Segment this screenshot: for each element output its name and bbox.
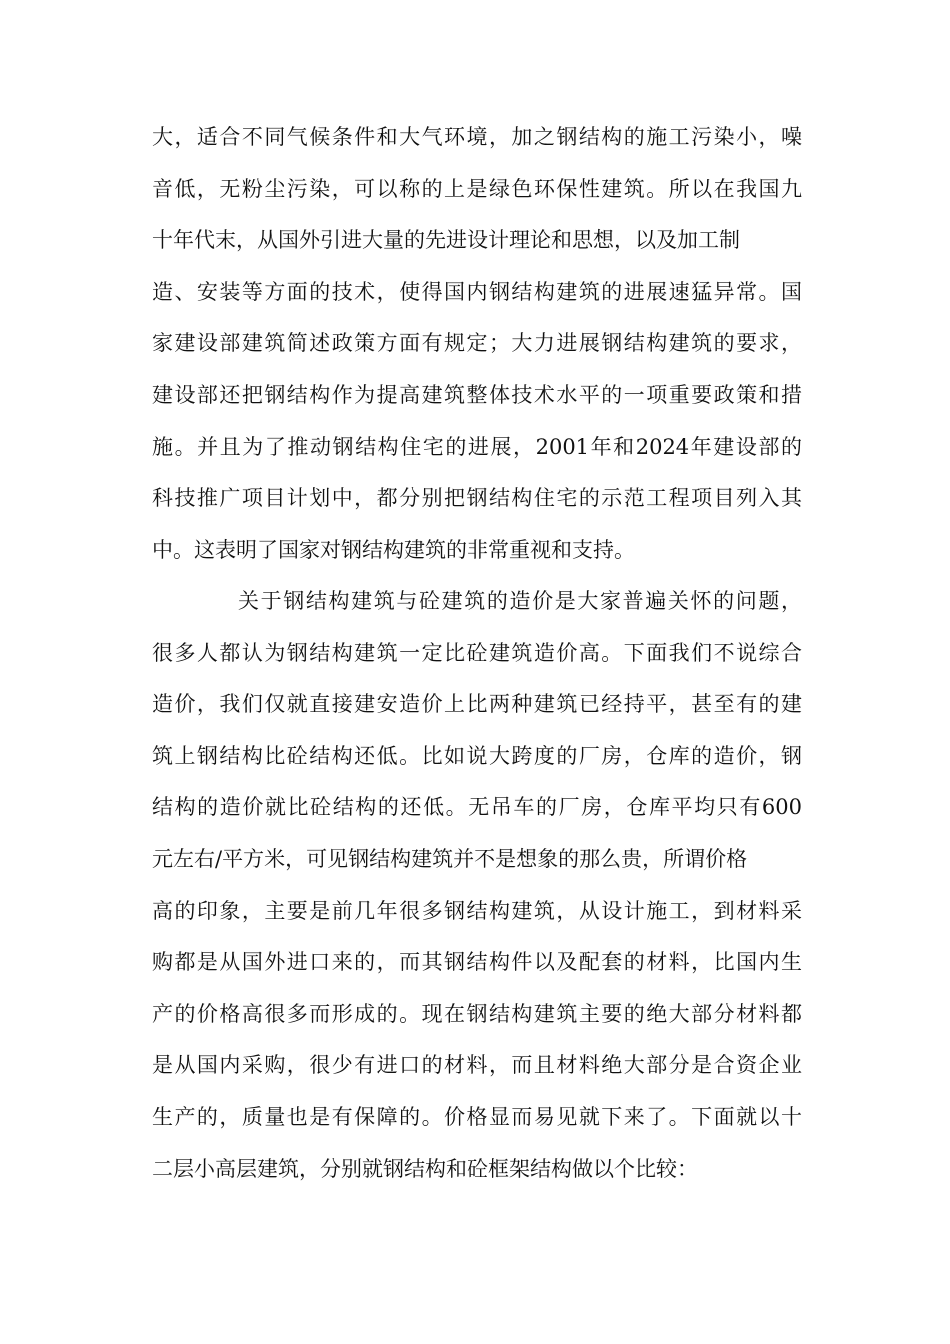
text-line: 音低，无粉尘污染，可以称的上是绿色环保性建筑。所以在我国九 (152, 176, 802, 201)
text-line: 高的印象，主要是前几年很多钢结构建筑，从设计施工，到材料采 (152, 898, 802, 923)
text-line: 购都是从国外进口来的，而其钢结构件以及配套的材料，比国内生 (152, 950, 802, 975)
text-line: 造价，我们仅就直接建安造价上比两种建筑已经持平，甚至有的建 (152, 692, 802, 717)
text-line: 十年代末，从国外引进大量的先进设计理论和思想，以及加工制 (152, 228, 740, 253)
text-line: 产的价格高很多而形成的。现在钢结构建筑主要的绝大部分材料都 (152, 1001, 802, 1026)
text-line: 造、安装等方面的技术，使得国内钢结构建筑的进展速猛异常。国 (152, 279, 802, 304)
text-line: 二层小高层建筑，分别就钢结构和砼框架结构做以个比较： (152, 1156, 698, 1181)
text-line: 大，适合不同气候条件和大气环境，加之钢结构的施工污染小，噪 (152, 125, 802, 149)
text-line: 是从国内采购，很少有进口的材料，而且材料绝大部分是合资企业 (152, 1053, 802, 1078)
paragraph-1 (152, 112, 802, 576)
text-line: 科技推广项目计划中，都分别把钢结构住宅的示范工程项目列入其 (152, 486, 802, 511)
text-line: 中。这表明了国家对钢结构建筑的非常重视和支持。 (152, 537, 635, 562)
text-line: 生产的，质量也是有保障的。价格显而易见就下来了。下面就以十 (152, 1104, 802, 1129)
text-line: 施。并且为了推动钢结构住宅的进展，2001年和2024年建设部的 (152, 434, 802, 459)
text-line: 结构的造价就比砼结构的还低。无吊车的厂房，仓库平均只有600 (152, 795, 802, 820)
text-line: 关于钢结构建筑与砼建筑的造价是大家普遍关怀的问题， (238, 589, 802, 613)
paragraph-2 (152, 576, 802, 1195)
text-line: 家建设部建筑简述政策方面有规定；大力进展钢结构建筑的要求， (152, 331, 802, 356)
text-line: 建设部还把钢结构作为提高建筑整体技术水平的一项重要政策和措 (152, 382, 802, 407)
text-line: 很多人都认为钢结构建筑一定比砼建筑造价高。下面我们不说综合 (152, 640, 802, 665)
text-line: 筑上钢结构比砼结构还低。比如说大跨度的厂房，仓库的造价，钢 (152, 743, 802, 768)
text-line: 元左右/平方米，可见钢结构建筑并不是想象的那么贵，所谓价格 (152, 846, 748, 871)
